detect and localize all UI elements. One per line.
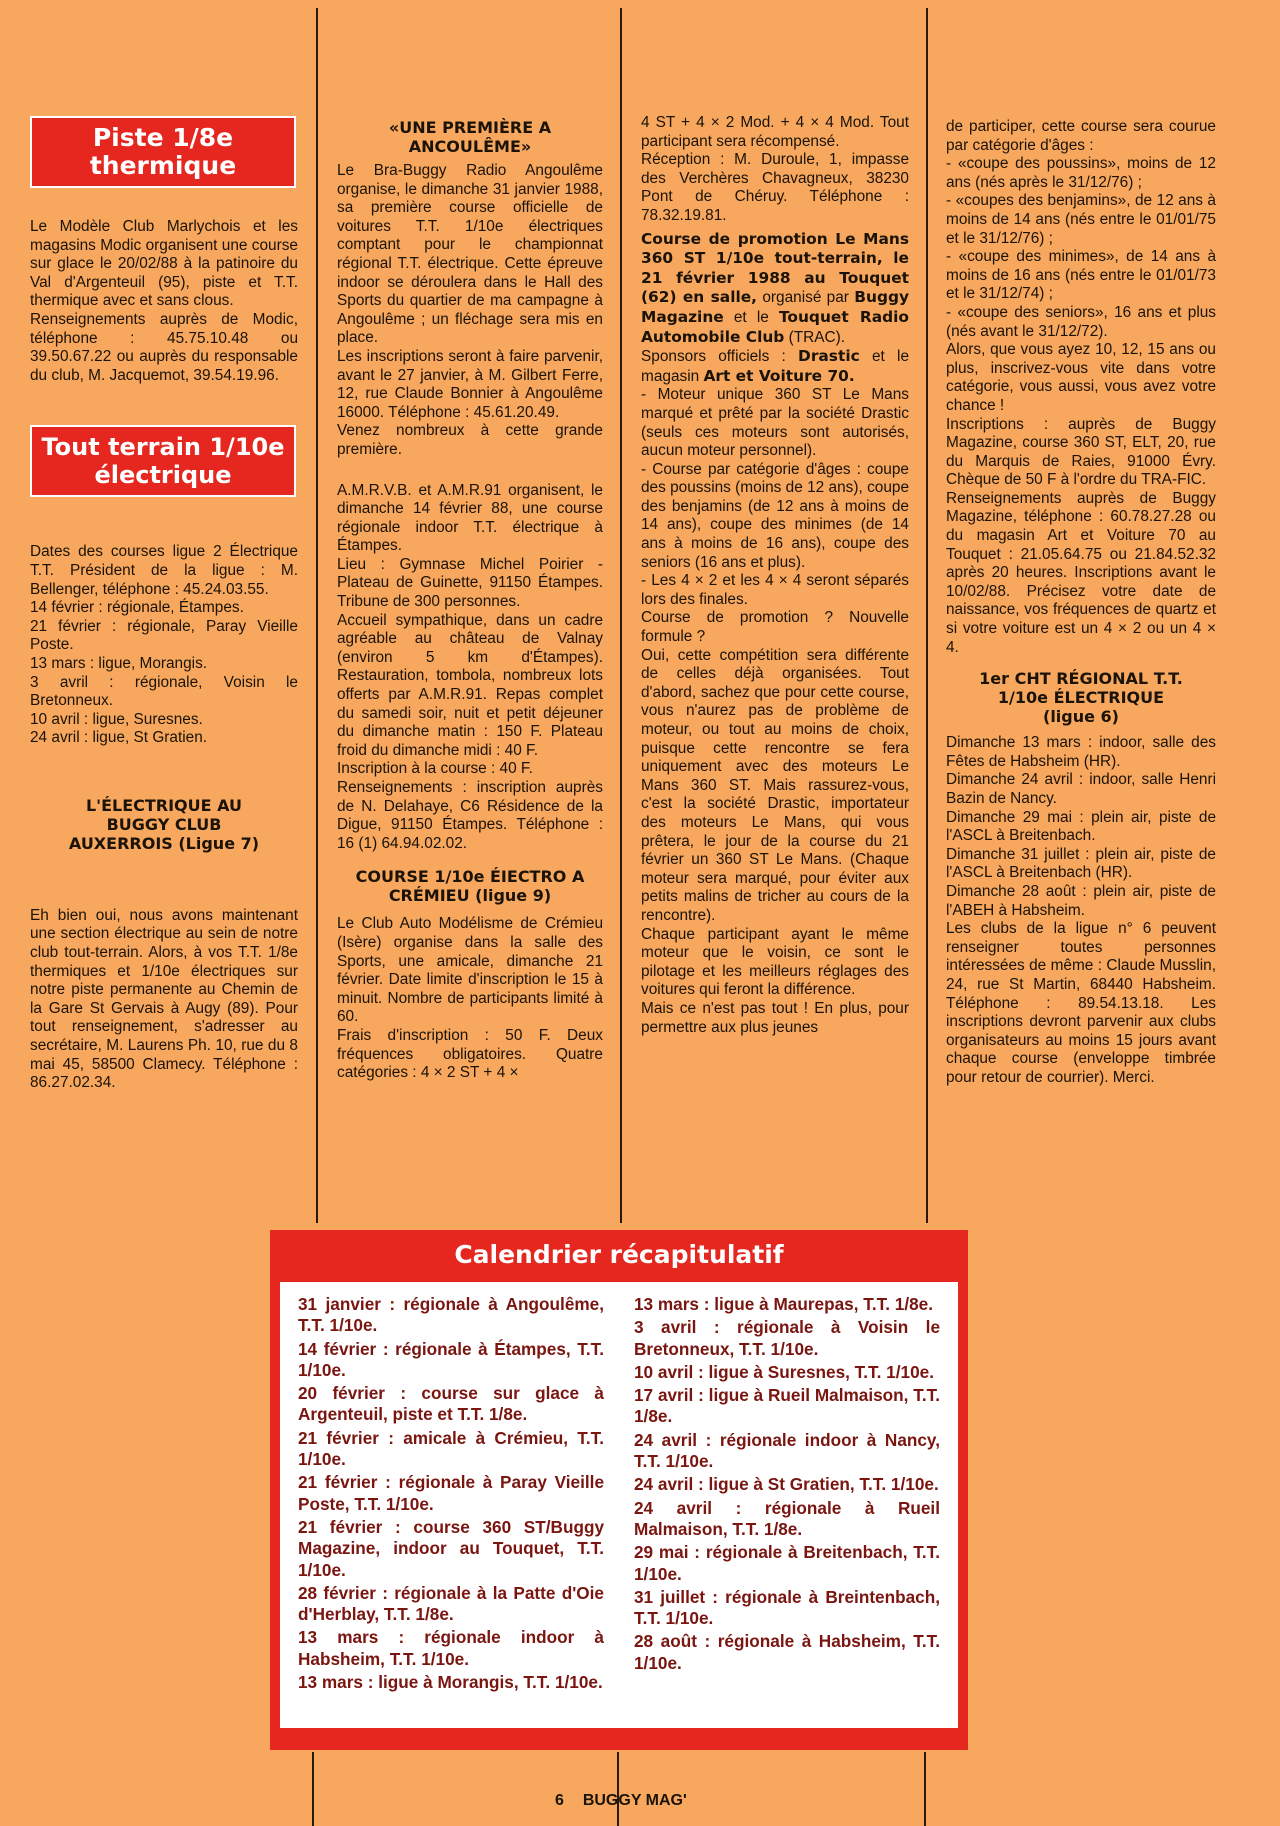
calendar-entry: 24 avril : ligue à St Gratien, T.T. 1/10e. [634,1474,939,1495]
paragraph: Le Bra-Buggy Radio Angoulême organise, le dimanche 31 janvier 1988, sa première course officielle de voitures T.T. 1/10e électriques comptant pour le championnat régional T.T. électrique. Cette épreuve indoor se déroulera dans le Hall des Sports du quartier de ma campagne à Angoulême ; un fléchage sera mis en place. [337,162,603,347]
paragraph: Réception : M. Duroule, 1, impasse des Verchères Chavagneux, 38230 Pont de Chéruy. Téléphone : 78.32.19.81. [641,151,909,224]
text: (TRAC). [788,328,846,346]
paragraph: - Course par catégorie d'âges : coupe des poussins (moins de 12 ans), coupe des benjamins (de 12 ans à moins de 14 ans), coupe des minimes (de 14 ans à moins de 16 ans), coupe des seniors (16 ans et plus). [641,460,909,571]
paragraph: de participer, cette course sera courue par catégorie d'âges : [946,118,1216,154]
paragraph: 3 avril : régionale, Voisin le Bretonneux. [30,673,298,710]
calendar-entry: 24 avril : régionale à Rueil Malmaison, T.T. 1/8e. [634,1497,940,1539]
paragraph: Dimanche 13 mars : indoor, salle des Fêtes de Habsheim (HR). [946,734,1216,770]
calendar-entry: 21 février : amicale à Crémieu, T.T. 1/10e. [298,1427,604,1470]
paragraph: Inscriptions : auprès de Buggy Magazine, course 360 ST, ELT, 20, rue du Marquis de Raies, 91000 Évry. Chèque de 50 F à l'ordre du TRA-FIC. [946,415,1216,489]
paragraph-sponsors [641,347,909,386]
calendar-entry: 13 mars : régionale indoor à Habsheim, T.T. 1/10e. [298,1627,604,1669]
paragraph: Mais ce n'est pas tout ! En plus, pour permettre aux plus jeunes [641,999,909,1036]
paragraph: 24 avril : ligue, St Gratien. [30,729,208,747]
calendar-entry: 31 juillet : régionale à Breintenbach, T.T. 1/10e. [634,1586,940,1629]
calendar-box [270,1230,968,1750]
text: et le magasin [641,348,909,385]
calendar-body [280,1282,958,1728]
calendar-entry: 10 avril : ligue à Suresnes, T.T. 1/10e. [634,1361,934,1382]
calendar-entry: 13 mars : ligue à Morangis, T.T. 1/10e. [298,1672,603,1693]
section-heading-tout-terrain: Tout terrain 1/10e électrique [30,425,296,497]
paragraph: Eh bien oui, nous avons maintenant une section électrique au sein de notre club tout-terrain. Alors, à vos T.T. 1/8e thermiques et 1/10e électriques sur notre piste permanente au Chemin de la Gare St Gervais à Augy (89). Pour tout renseignement, s'adresser au secrétaire, M. Laurens Ph. 10, rue du 8 mai 45, 58500 Clamecy. Téléphone : 86.27.02.34. [30,906,298,1092]
calendar-entry: 21 février : régionale à Paray Vieille Poste, T.T. 1/10e. [298,1472,604,1514]
paragraph: Les clubs de la ligue n° 6 peuvent renseigner toutes personnes intéressées de même : Claude Musslin, 24, rue St Martin, 68440 Habsheim. Téléphone : 89.54.13.18. Les inscriptions devront parvenir aux clubs organisateurs au moins 15 jours avant chaque course (enveloppe timbrée pour retour de courrier). Merci. [946,920,1216,1086]
paragraph: Dimanche 31 juillet : plein air, piste de l'ASCL à Breitenbach (HR). [946,845,1216,882]
paragraph: A.M.R.V.B. et A.M.R.91 organisent, le dimanche 14 février 88, une course régionale indoor T.T. électrique à Étampes. [337,481,603,555]
text-bold: Drastic [798,347,860,366]
paragraph: - «coupes des benjamins», de 12 ans à moins de 14 ans (nés entre le 01/01/75 et le 31/12/76) ; [946,192,1216,247]
column-rule [620,8,622,1223]
text-bold: Buggy Magazine [641,288,910,326]
column-4 [946,118,1216,1088]
column-2 [337,118,603,1083]
section-heading-auxerrois: L'ÉLECTRIQUE AU BUGGY CLUB AUXERROIS (Ligue 7) [68,795,260,853]
text: Sponsors officiels : [641,348,786,366]
calendar-title: Calendrier récapitulatif [454,1240,784,1269]
paragraph: Dimanche 28 août : plein air, piste de l'ABEH à Habsheim. [946,882,1216,919]
paragraph: 14 février : régionale, Étampes. [30,599,244,617]
paragraph: Frais d'inscription : 50 F. Deux fréquences obligatoires. Quatre catégories : 4 × 2 ST + 4 × [337,1026,603,1082]
section-heading-angouleme: «UNE PREMIÈRE A ANCOULÊME» [388,118,552,156]
paragraph: - «coupe des poussins», moins de 12 ans (nés après le 31/12/76) ; [946,155,1216,191]
section-heading-cremieu: COURSE 1/10e ÉIECTRO A CRÉMIEU (ligue 9) [355,867,585,906]
column-rule [312,1752,314,1826]
paragraph: Le Club Auto Modélisme de Crémieu (Isère) organise dans la salle des Sports, une amicale, dimanche 21 février. Date limite d'inscription le 15 à minuit. Nombre de participants limité à 60. [337,915,603,1026]
paragraph: Dates des courses ligue 2 Électrique T.T. Président de la ligue : M. Bellenger, téléphone : 45.24.03.55. [30,543,298,598]
text-bold: Art et Voiture 70. [703,366,855,385]
paragraph: 10 avril : ligue, Suresnes. [30,710,203,728]
page-number: 6 [555,1792,564,1809]
paragraph: Lieu : Gymnase Michel Poirier - Plateau de Guinette, 91150 Étampes. Tribune de 300 personnes. [337,555,603,611]
calendar-entry: 17 avril : ligue à Rueil Malmaison, T.T. 1/8e. [634,1385,940,1427]
paragraph: Venez nombreux à cette grande première. [337,422,603,458]
paragraph: 21 février : régionale, Paray Vieille Poste. [30,617,298,654]
paragraph: Dimanche 24 avril : indoor, salle Henri Bazin de Nancy. [946,771,1216,807]
calendar-column-left [298,1294,604,1718]
column-rule [617,1752,619,1826]
paragraph: - «coupe des seniors», 16 ans et plus (nés avant le 31/12/72). [946,303,1216,340]
paragraph: Renseignements auprès de Buggy Magazine, téléphone : 60.78.27.28 ou du magasin Art et Voiture 70 au Touquet : 21.05.64.75 ou 21.84.52.32 après 20 heures. Inscriptions avant le 10/02/88. Précisez votre date de naissance, vos fréquences de quartz et si votre voiture est un 4 × 2 ou un 4 × 4. [946,489,1216,656]
calendar-entry: 20 février : course sur glace à Argenteuil, piste et T.T. 1/8e. [298,1383,604,1425]
promotion-title: Course de promotion Le Mans 360 ST 1/10e tout-terrain, le 21 février 1988 au Touquet (62) en salle, [641,229,909,307]
column-rule [316,8,318,1223]
text: organisé par [762,289,849,307]
paragraph: Alors, que vous ayez 10, 12, 15 ans ou plus, inscrivez-vous vite dans votre catégorie, vous aussi, vous avez votre chance ! [946,341,1216,414]
paragraph: - Les 4 × 2 et les 4 × 4 seront séparés lors des finales. [641,572,909,608]
calendar-column-right [634,1294,940,1718]
calendar-entry: 28 février : régionale à la Patte d'Oie d'Herblay, T.T. 1/8e. [298,1582,604,1625]
calendar-entry: 29 mai : régionale à Breitenbach, T.T. 1/10e. [634,1542,940,1584]
paragraph: Accueil sympathique, dans un cadre agréable au château de Valnay (environ 5 km d'Étampes). Restauration, tombola, nombreux lots offerts par A.M.R.91. Repas complet du samedi soir, nuit et petit déjeuner du dimanche matin : 150 F. Plateau froid du dimanche midi : 40 F. [337,611,603,759]
paragraph: - «coupe des minimes», de 14 ans à moins de 16 ans (nés entre le 01/01/73 et le 31/12/74) ; [946,248,1216,303]
paragraph: Les inscriptions seront à faire parvenir, avant le 27 janvier, à M. Gilbert Ferre, 12, rue Claude Bonnier à Angoulême 16000. Téléphone : 45.61.20.49. [337,347,603,421]
paragraph: Inscription à la course : 40 F. [337,760,533,778]
text-bold: Touquet Radio Automobile Club [641,307,909,346]
paragraph: 4 ST + 4 × 2 Mod. + 4 × 4 Mod. Tout participant sera récompensé. [641,114,909,150]
section-heading-ligue-6: 1er CHT RÉGIONAL T.T. 1/10e ÉLECTRIQUE (ligue 6) [979,669,1183,727]
paragraph: 13 mars : ligue, Morangis. [30,654,208,672]
column-rule [926,8,928,1223]
paragraph: Renseignements : inscription auprès de N. Delahaye, C6 Résidence de la Digue, 91150 Étampes. Téléphone : 16 (1) 64.94.02.02. [337,779,603,852]
paragraph: Le Modèle Club Marlychois et les magasins Modic organisent une course sur glace le 20/02/88 à la patinoire du Val d'Argenteuil (95), piste et T.T. thermique avec et sans clous. [30,218,298,310]
paragraph: Chaque participant ayant le même moteur que le voisin, ce sont le pilotage et les meilleurs réglages des voitures qui feront la différence. [641,925,909,999]
magazine-name: BUGGY MAG' [582,1792,687,1809]
calendar-entry: 24 avril : régionale indoor à Nancy, T.T. 1/10e. [634,1429,940,1472]
column-1 [30,116,298,1093]
paragraph: Renseignements auprès de Modic, téléphone : 45.75.10.48 ou 39.50.67.22 ou auprès du responsable du club, M. Jacquemot, 39.54.19.96. [30,310,298,384]
paragraph: Dimanche 29 mai : plein air, piste de l'ASCL à Breitenbach. [946,808,1216,845]
calendar-entry: 28 août : régionale à Habsheim, T.T. 1/10e. [634,1631,940,1673]
calendar-entry: 13 mars : ligue à Maurepas, T.T. 1/8e. [634,1294,933,1314]
section-heading-promotion [641,230,909,348]
calendar-entry: 21 février : course 360 ST/Buggy Magazine, indoor au Touquet, T.T. 1/10e. [298,1516,604,1580]
paragraph: Oui, cette compétition sera différente de celles déjà organisées. Tout d'abord, sachez que pour cette course, vous n'aurez pas de problème de moteur, ou tout au moins de choix, puisque cette rencontre se fera uniquement avec des moteurs Le Mans 360 ST. Mais rassurez-vous, c'est la société Drastic, importateur des moteurs Le Mans, qui vous prêtera, le jour de la course du 21 février un 360 ST Le Mans. (Chaque moteur sera marqué, pour éviter aux petits malins de tricher au cours de la rencontre). [641,646,909,924]
section-heading-piste: Piste 1/8e thermique [30,116,296,188]
calendar-entry: 14 février : régionale à Étampes, T.T. 1/10e. [298,1338,604,1380]
column-rule [924,1752,926,1826]
text: et le [733,308,769,326]
page-footer [555,1792,687,1810]
column-3 [641,114,909,1037]
paragraph: - Moteur unique 360 ST Le Mans marqué et prêté par la société Drastic (seuls ces moteurs sont autorisés, aucun moteur personnel). [641,386,909,460]
calendar-entry: 3 avril : régionale à Voisin le Bretonneux, T.T. 1/10e. [634,1317,940,1359]
paragraph: Course de promotion ? Nouvelle formule ? [641,609,909,646]
calendar-entry: 31 janvier : régionale à Angoulême, T.T. 1/10e. [298,1294,604,1336]
